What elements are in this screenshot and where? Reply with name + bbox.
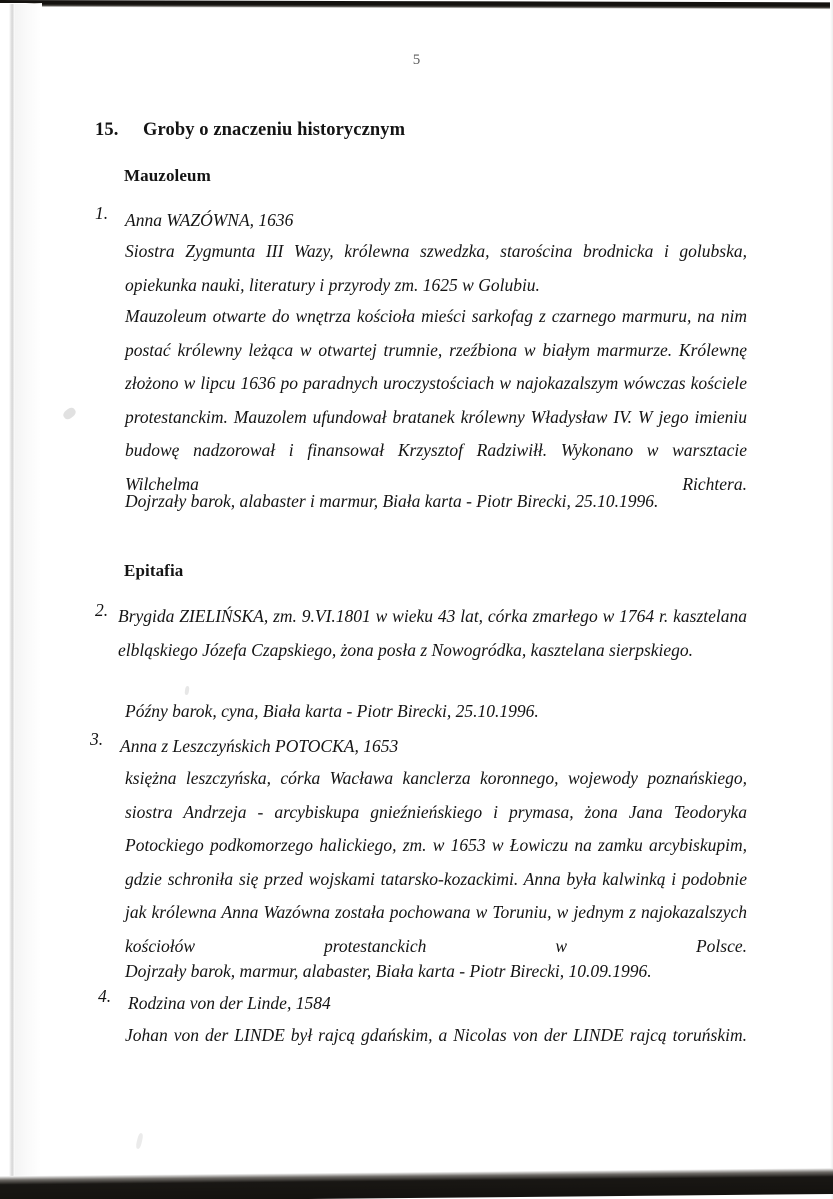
scan-gutter-shadow bbox=[9, 4, 15, 1194]
subsection-heading-epitafia: Epitafia bbox=[124, 561, 184, 580]
entry-4-paragraph-1: Johan von der LINDE był rajcą gdańskim, a Nicolas von der LINDE rajcą toruńskim. bbox=[125, 1025, 747, 1045]
entry-1-paragraph-3: Dojrzały barok, alabaster i marmur, Biała karta - Piotr Birecki, 25.10.1996. bbox=[125, 491, 659, 511]
entry-2-marker: 2. bbox=[95, 600, 109, 620]
entry-3 bbox=[90, 729, 742, 763]
entry-3-paragraph-2: Dojrzały barok, marmur, alabaster, Biała karta - Piotr Birecki, 10.09.1996. bbox=[125, 961, 652, 981]
entry-2-body: Brygida ZIELIŃSKA, zm. 9.VI.1801 w wieku 43 lat, córka zmarłego w 1764 r. kasztelana elbląskiego Józefa Czapskiego, żona posła z Nowogródka, kasztelana sierpskiego. bbox=[118, 606, 747, 660]
section-number: 15. bbox=[95, 120, 119, 140]
entry-1-paragraph-2: Mauzoleum otwarte do wnętrza kościoła mieści sarkofag z czarnego marmuru, na nim postać królewny leżąca w otwartej trumnie, rzeźbiona w białym marmurze. Królewnę złożono w lipcu 1636 po paradnych uroczystościach w najokazalszym wówczas kościele protestanckim. Mauzolem ufundował bratanek królewny Władysław IV. W jego imieniu budowę nadzorował i finansował Krzysztof Radziwiłł. Wykonano w warsztacie Wilchelma Richtera. bbox=[125, 306, 747, 494]
entry-1 bbox=[95, 203, 747, 237]
entry-1-paragraph-1: Siostra Zygmunta III Wazy, królewna szwedzka, starościna brodnicka i golubska, opiekunka nauki, literatury i przyrody zm. 1625 w Golubiu. bbox=[125, 241, 747, 295]
entry-1-marker: 1. bbox=[95, 203, 109, 223]
entry-4-title: Rodzina von der Linde, 1584 bbox=[128, 993, 331, 1013]
entry-3-paragraph-1: księżna leszczyńska, córka Wacława kanclerza koronnego, wojewody poznańskiego, siostra Andrzeja - arcybiskupa gnieźnieńskiego i prymasa, żona Jana Teodoryka Potockiego podkomorzego halickiego, zm. w 1653 w Łowiczu na zamku arcybiskupim, gdzie schroniła się przed wojskami tatarsko-kozackimi. Anna była kalwinką i podobnie jak królewna Anna Wazówna została pochowana w Toruniu, w jednym z najokazalszych kościołów protestanckich w Polsce. bbox=[125, 768, 747, 956]
entry-4-marker: 4. bbox=[98, 986, 112, 1006]
scan-gutter-shadow-soft bbox=[15, 4, 41, 1194]
section-title: Groby o znaczeniu historycznym bbox=[143, 120, 406, 140]
pencil-mark-secondary bbox=[184, 686, 189, 696]
section-heading bbox=[95, 120, 405, 141]
subsection-heading-mauzoleum: Mauzoleum bbox=[124, 166, 211, 185]
scan-edge-bottom bbox=[0, 1168, 833, 1199]
entry-1-title: Anna WAZÓWNA, 1636 bbox=[125, 210, 294, 230]
pencil-mark-tertiary bbox=[135, 1133, 143, 1150]
entry-4 bbox=[98, 986, 750, 1020]
pencil-mark bbox=[62, 406, 78, 421]
scan-edge-top bbox=[0, 0, 833, 9]
entry-3-marker: 3. bbox=[90, 729, 104, 749]
entry-2-paragraph-1: Późny barok, cyna, Biała karta - Piotr Birecki, 25.10.1996. bbox=[125, 701, 539, 721]
page-number: 5 bbox=[412, 52, 421, 68]
entry-3-title: Anna z Leszczyńskich POTOCKA, 1653 bbox=[120, 736, 399, 756]
